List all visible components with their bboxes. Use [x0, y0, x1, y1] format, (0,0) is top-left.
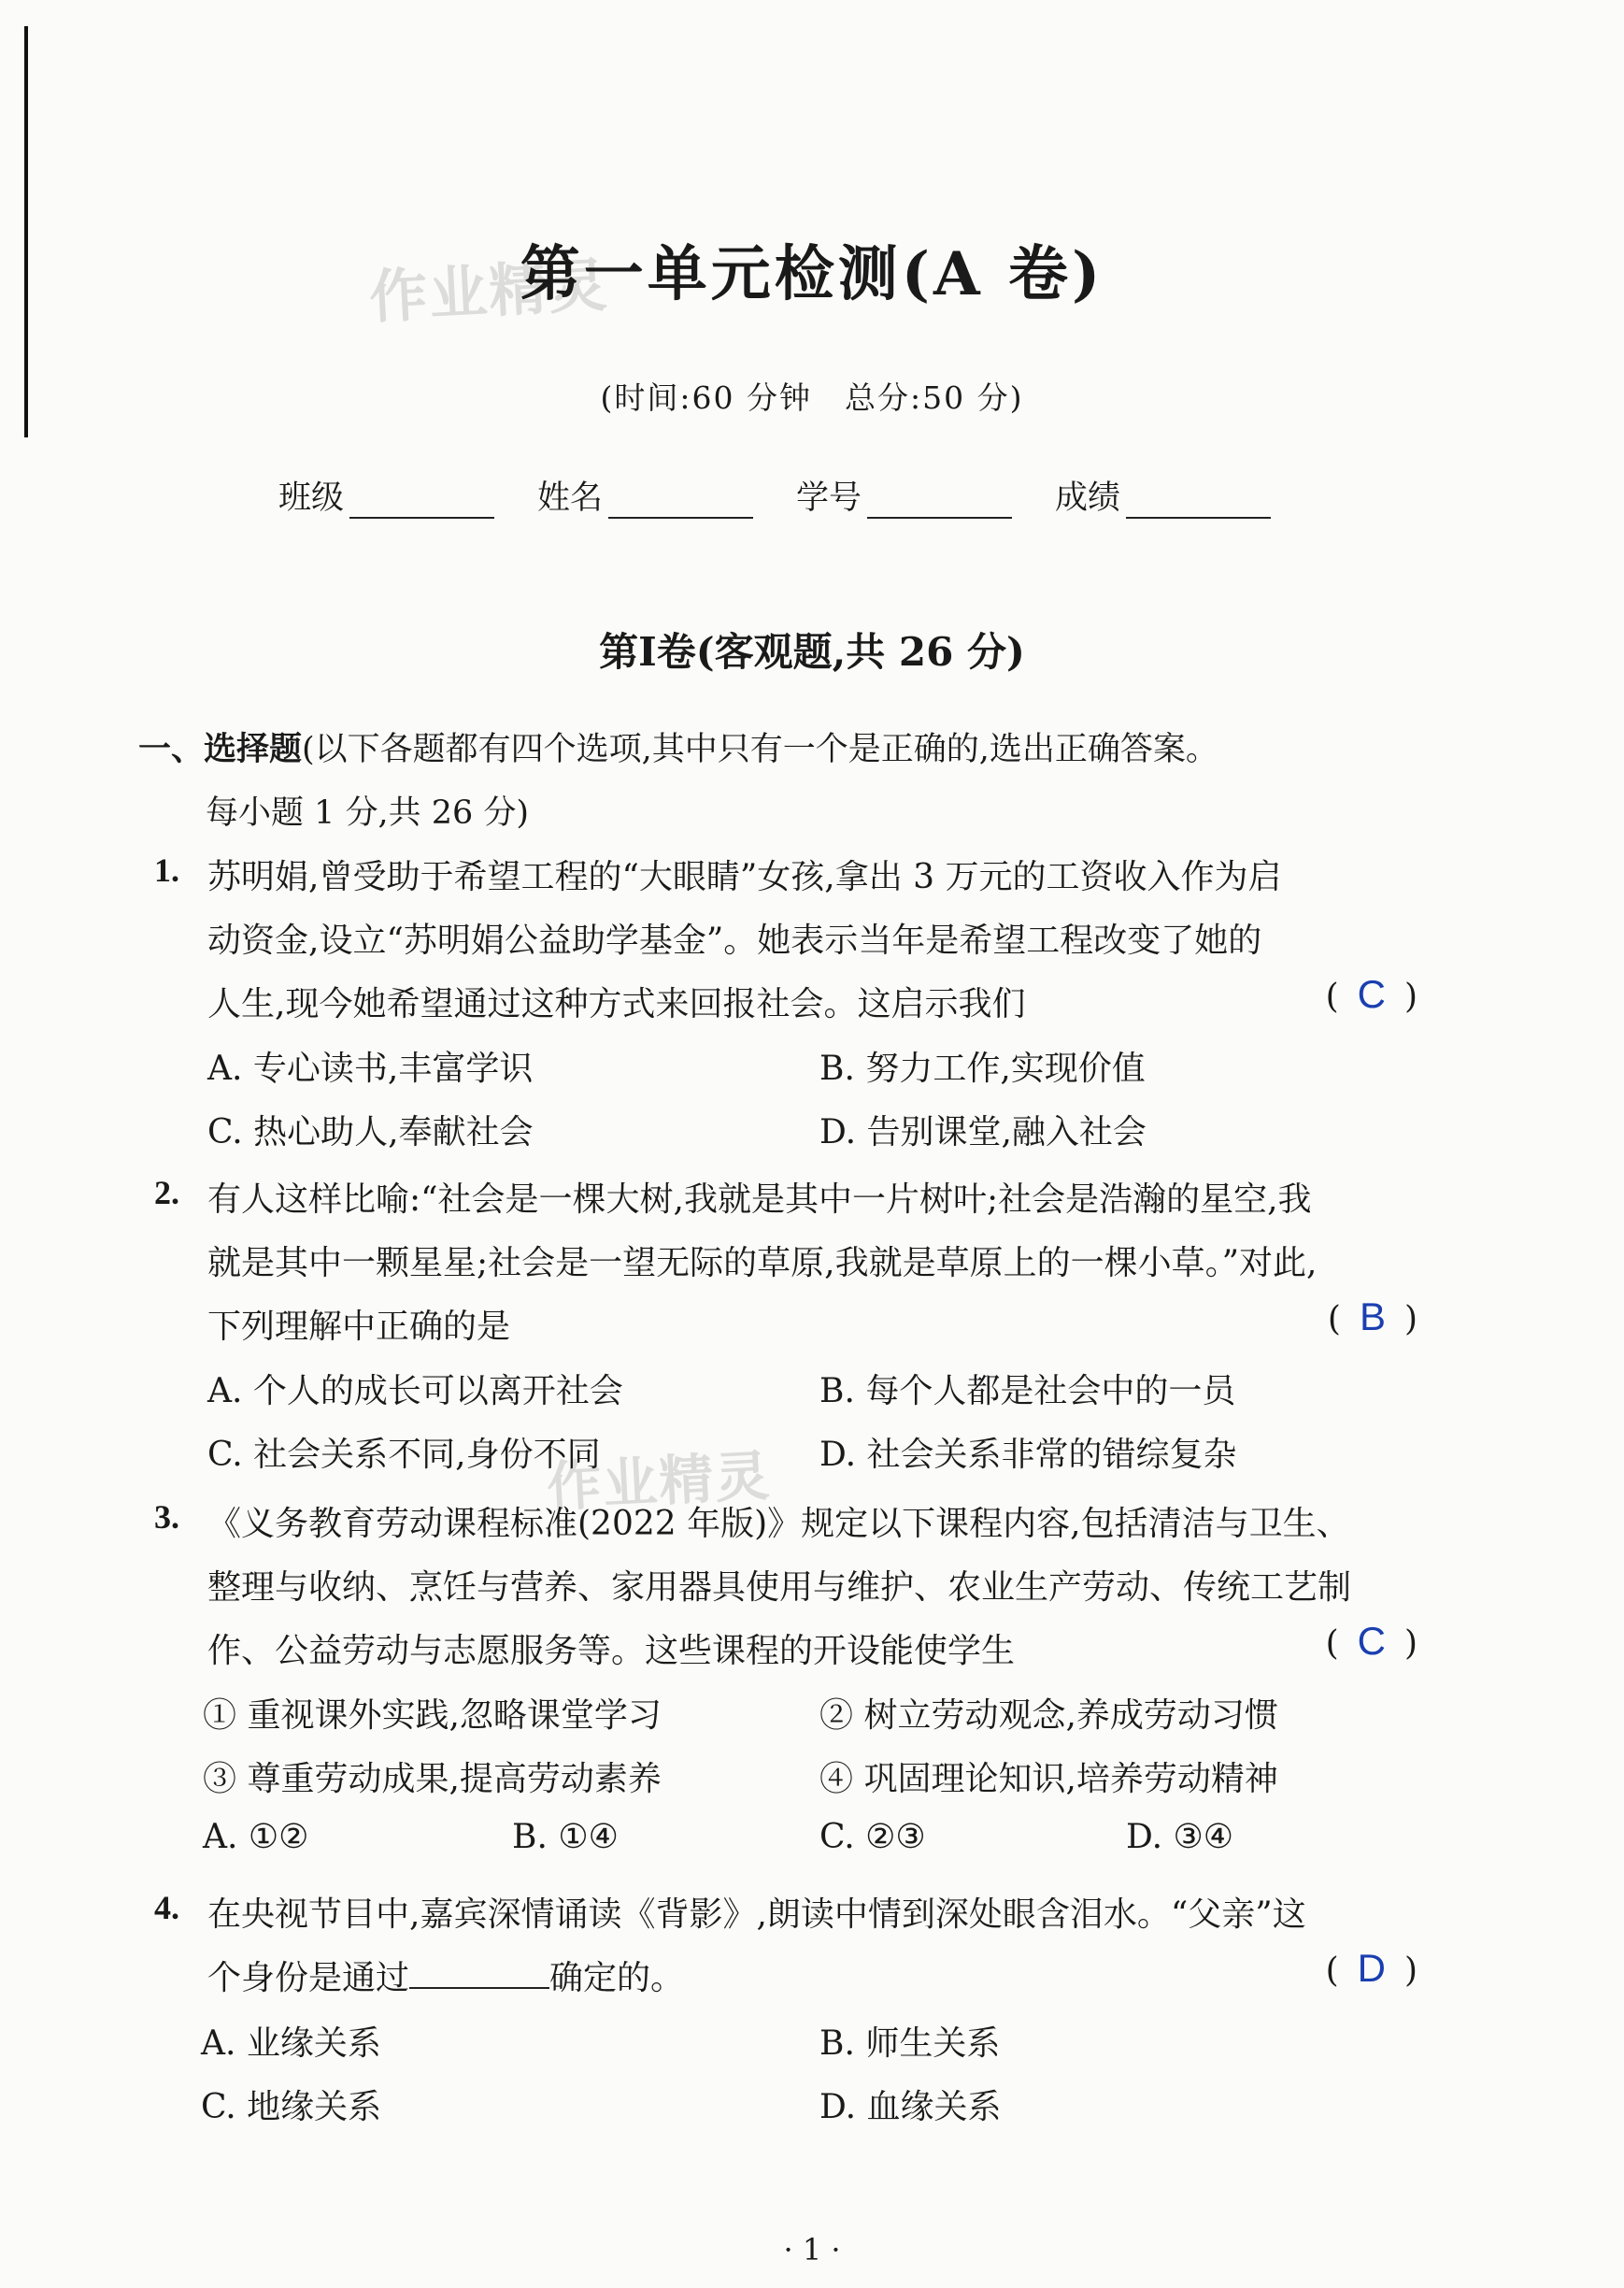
fill-blank[interactable] — [409, 1959, 549, 1989]
option-b: B. ①④ — [512, 1818, 619, 1856]
option-d: D. 告别课堂,融入社会 — [819, 1113, 1147, 1151]
statement-4: ④ 巩固理论知识,培养劳动精神 — [819, 1760, 1278, 1798]
option-a: A. 专心读书,丰富学识 — [207, 1050, 534, 1088]
page-number: · 1 · — [783, 2232, 841, 2267]
watermark-top: 作业精灵 — [367, 250, 611, 332]
section-heading: 第Ⅰ卷(客观题,共 26 分) — [599, 629, 1025, 675]
option-c: C. 热心助人,奉献社会 — [207, 1113, 534, 1151]
option-a: A. 个人的成长可以离开社会 — [207, 1372, 623, 1410]
score-field[interactable]: 成绩 — [1055, 472, 1271, 519]
answer-letter: D — [1357, 1946, 1386, 1990]
class-field[interactable]: 班级 — [278, 472, 494, 519]
answer-bracket: ( C ) — [1325, 972, 1417, 1016]
statement-1: ① 重视课外实践,忽略课堂学习 — [203, 1696, 662, 1735]
option-c: C. 社会关系不同,身份不同 — [207, 1436, 601, 1474]
statement-3: ③ 尊重劳动成果,提高劳动素养 — [203, 1760, 662, 1798]
option-d: D. 社会关系非常的错综复杂 — [819, 1436, 1237, 1474]
watermark-middle: 作业精灵 — [545, 1443, 773, 1520]
student-id-field[interactable]: 学号 — [796, 472, 1012, 519]
option-c: C. ②③ — [819, 1818, 926, 1856]
answer-bracket: ( C ) — [1325, 1619, 1417, 1663]
option-b: B. 努力工作,实现价值 — [819, 1050, 1146, 1088]
part-instructions: 一、选择题(以下各题都有四个选项,其中只有一个是正确的,选出正确答案。 每小题 1 分,共 26 分) — [138, 730, 1218, 832]
option-c: C. 地缘关系 — [201, 2088, 382, 2126]
name-field[interactable]: 姓名 — [537, 472, 753, 519]
part-label: 一、选择题 — [138, 730, 303, 768]
answer-letter: C — [1357, 1619, 1386, 1663]
option-b: B. 师生关系 — [819, 2024, 1001, 2063]
option-a: A. 业缘关系 — [201, 2024, 381, 2063]
answer-letter: B — [1359, 1294, 1386, 1338]
option-d: D. ③④ — [1126, 1818, 1234, 1856]
answer-bracket: ( D ) — [1325, 1946, 1417, 1990]
exam-time-score: (时间:60 分钟 总分:50 分) — [600, 379, 1024, 416]
option-a: A. ①② — [203, 1818, 309, 1856]
answer-bracket: ( B ) — [1327, 1294, 1417, 1338]
statement-2: ② 树立劳动观念,养成劳动习惯 — [819, 1696, 1278, 1735]
option-b: B. 每个人都是社会中的一员 — [819, 1372, 1236, 1410]
page-title: 第一单元检测(A 卷) — [520, 239, 1104, 309]
answer-letter: C — [1357, 972, 1386, 1016]
student-info-row — [278, 472, 1314, 519]
option-d: D. 血缘关系 — [819, 2088, 1002, 2126]
